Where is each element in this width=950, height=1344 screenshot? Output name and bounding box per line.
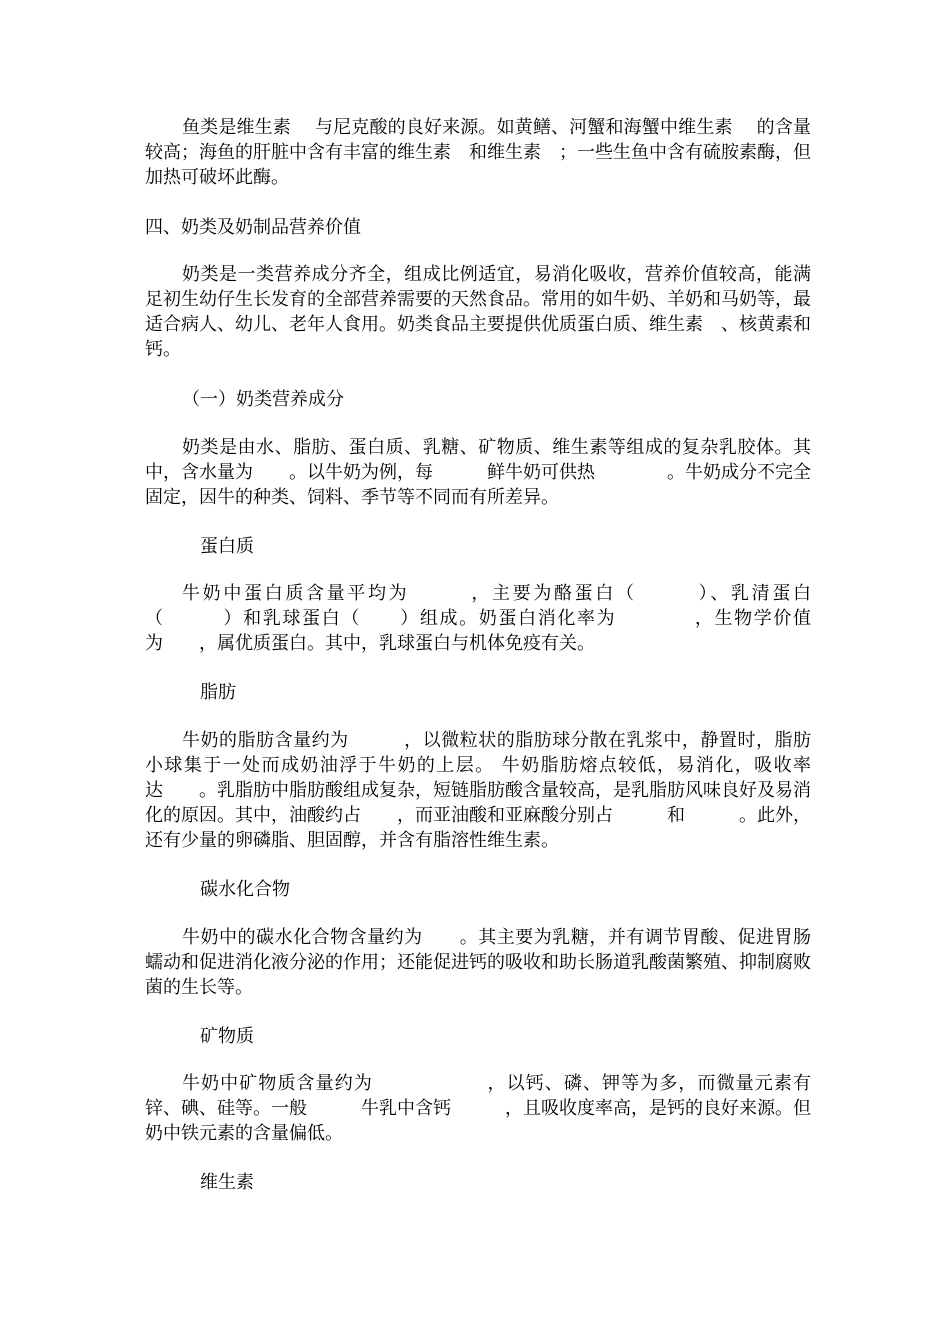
paragraph-dairy-composition: 奶类是由水、脂肪、蛋白质、乳糖、矿物质、维生素等组成的复杂乳胶体。其中，含水量为 。以牛奶为例，每 鲜牛奶可供热 。牛奶成分不完全固定，因牛的种类、饲料、季节等不同而有所差异。: [145, 437, 811, 508]
paragraph-protein: 牛奶中蛋白质含量平均为 ，主要为酪蛋白（ ）、乳清蛋白（ ）和乳球蛋白（ ）组成。奶蛋白消化率为 ，生物学价值为 ，属优质蛋白。其中，乳球蛋白与机体免疫有关。: [145, 583, 811, 654]
heading-fat: 脂肪: [200, 682, 236, 703]
heading-mineral: 矿物质: [200, 1026, 254, 1047]
paragraph-fish-vitamins: 鱼类是维生素 与尼克酸的良好来源。如黄鳝、河蟹和海蟹中维生素 的含量较高；海鱼的肝脏中含有丰富的维生素 和维生素 ；一些生鱼中含有硫胺素酶，但加热可破坏此酶。: [145, 117, 811, 188]
heading-carbohydrate: 碳水化合物: [200, 879, 290, 900]
paragraph-dairy-intro: 奶类是一类营养成分齐全，组成比例适宜，易消化吸收，营养价值较高，能满足初生幼仔生长发育的全部营养需要的天然食品。常用的如牛奶、羊奶和马奶等，最适合病人、幼儿、老年人食用。奶类食品主要提供优质蛋白质、维生素 、核黄素和钙。: [145, 264, 811, 360]
paragraph-mineral: 牛奶中矿物质含量约为 ，以钙、磷、钾等为多，而微量元素有锌、碘、硅等。一般 牛乳中含钙 ，且吸收度率高，是钙的良好来源。但奶中铁元素的含量偏低。: [145, 1073, 811, 1144]
heading-protein: 蛋白质: [200, 536, 254, 557]
section-heading-dairy: 四、奶类及奶制品营养价值: [145, 217, 361, 238]
heading-vitamin: 维生素: [200, 1172, 254, 1193]
paragraph-carbohydrate: 牛奶中的碳水化合物含量约为 。其主要为乳糖，并有调节胃酸、促进胃肠蠕动和促进消化液分泌的作用；还能促进钙的吸收和助长肠道乳酸菌繁殖、抑制腐败菌的生长等。: [145, 927, 811, 998]
paragraph-fat: 牛奶的脂肪含量约为 ，以微粒状的脂肪球分散在乳浆中，静置时，脂肪小球集于一处而成奶油浮于牛奶的上层。 牛奶脂肪熔点较低，易消化，吸收率达 。乳脂肪中脂肪酸组成复杂，短链脂肪酸含量较高，是乳脂肪风味良好及易消化的原因。其中，油酸约占 ，而亚油酸和亚麻酸分别占 和 。此外，还有少量的卵磷脂、胆固醇，并含有脂溶性维生素。: [145, 730, 811, 851]
subsection-heading-dairy-nutrients: （一）奶类营养成分: [182, 389, 344, 410]
